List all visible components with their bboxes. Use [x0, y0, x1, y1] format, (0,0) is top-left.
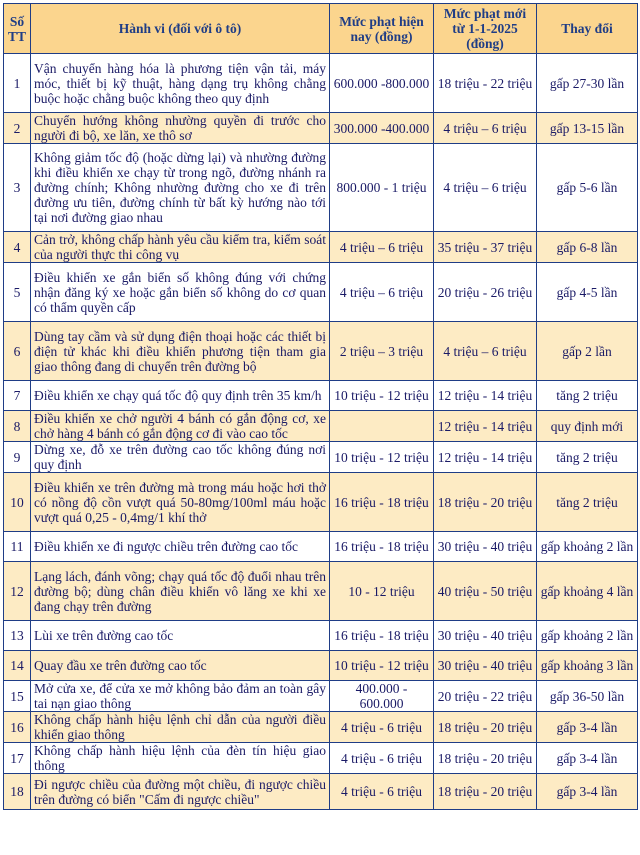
row-number: 3 [4, 144, 31, 232]
row-new-fine: 40 triệu - 50 triệu [434, 562, 537, 621]
table-row [4, 621, 638, 651]
row-new-fine: 18 triệu - 22 triệu [434, 54, 537, 113]
row-behavior: Quay đầu xe trên đường cao tốc [31, 651, 330, 681]
row-behavior: Lùi xe trên đường cao tốc [31, 621, 330, 651]
row-change: quy định mới [537, 411, 638, 442]
row-change: gấp 3-4 lần [537, 774, 638, 810]
table-row [4, 322, 638, 381]
header-change: Thay đổi [537, 4, 638, 54]
row-change: gấp khoảng 2 lần [537, 621, 638, 651]
row-new-fine: 18 triệu - 20 triệu [434, 473, 537, 532]
table-row [4, 473, 638, 532]
row-new-fine: 4 triệu – 6 triệu [434, 144, 537, 232]
row-behavior: Đi ngược chiều của đường một chiều, đi ngược chiều trên đường có biển "Cấm đi ngược chiều" [31, 774, 330, 810]
row-current-fine: 300.000 -400.000 [330, 113, 434, 144]
fines-table [3, 3, 638, 810]
row-change: gấp khoảng 4 lần [537, 562, 638, 621]
row-number: 16 [4, 712, 31, 743]
row-behavior: Cản trở, không chấp hành yêu cầu kiểm tra, kiểm soát của người thực thi công vụ [31, 232, 330, 263]
row-number: 15 [4, 681, 31, 712]
table-row [4, 681, 638, 712]
row-change: gấp 13-15 lần [537, 113, 638, 144]
row-change: gấp 6-8 lần [537, 232, 638, 263]
row-number: 18 [4, 774, 31, 810]
row-current-fine: 600.000 -800.000 [330, 54, 434, 113]
row-behavior: Lạng lách, đánh võng; chạy quá tốc độ đuổi nhau trên đường bộ; dùng chân điều khiển vô lăng xe khi xe đang chạy trên đường [31, 562, 330, 621]
row-current-fine: 10 triệu - 12 triệu [330, 651, 434, 681]
row-number: 14 [4, 651, 31, 681]
row-current-fine [330, 411, 434, 442]
table-row [4, 743, 638, 774]
row-new-fine: 30 triệu - 40 triệu [434, 532, 537, 562]
row-new-fine: 18 triệu - 20 triệu [434, 743, 537, 774]
row-change: tăng 2 triệu [537, 473, 638, 532]
row-behavior: Điều khiển xe đi ngược chiều trên đường cao tốc [31, 532, 330, 562]
row-number: 13 [4, 621, 31, 651]
row-new-fine: 12 triệu - 14 triệu [434, 442, 537, 473]
row-change: gấp 2 lần [537, 322, 638, 381]
row-number: 7 [4, 381, 31, 411]
row-number: 17 [4, 743, 31, 774]
table-row [4, 442, 638, 473]
table-row [4, 54, 638, 113]
row-current-fine: 800.000 - 1 triệu [330, 144, 434, 232]
row-behavior: Không chấp hành hiệu lệnh chỉ dẫn của người điều khiển giao thông [31, 712, 330, 743]
row-number: 5 [4, 263, 31, 322]
row-new-fine: 12 triệu - 14 triệu [434, 381, 537, 411]
row-change: gấp 3-4 lần [537, 743, 638, 774]
table-body [4, 54, 638, 810]
header-row [4, 4, 638, 54]
row-current-fine: 10 triệu - 12 triệu [330, 381, 434, 411]
row-new-fine: 30 triệu - 40 triệu [434, 621, 537, 651]
row-change: gấp 5-6 lần [537, 144, 638, 232]
row-current-fine: 400.000 - 600.000 [330, 681, 434, 712]
row-number: 4 [4, 232, 31, 263]
table-row [4, 712, 638, 743]
table-row [4, 411, 638, 442]
table-row [4, 263, 638, 322]
row-current-fine: 16 triệu - 18 triệu [330, 532, 434, 562]
row-behavior: Điều khiển xe trên đường mà trong máu hoặc hơi thở có nồng độ cồn vượt quá 50-80mg/100ml máu hoặc vượt quá 0,25 - 0,4mg/1 khí thở [31, 473, 330, 532]
row-change: gấp khoảng 3 lần [537, 651, 638, 681]
row-behavior: Không giảm tốc độ (hoặc dừng lại) và nhường đường khi điều khiển xe chạy từ trong ngõ, đường nhánh ra đường chính; Không nhường đường cho xe đi trên đường ưu tiên, đường chính từ bất kỳ hướng nào tới tại nơi đường giao nhau [31, 144, 330, 232]
row-current-fine: 4 triệu - 6 triệu [330, 743, 434, 774]
table-row [4, 144, 638, 232]
row-current-fine: 10 triệu - 12 triệu [330, 442, 434, 473]
table-row [4, 232, 638, 263]
row-change: gấp 4-5 lần [537, 263, 638, 322]
header-new-fine: Mức phạt mới từ 1-1-2025 (đồng) [434, 4, 537, 54]
row-number: 2 [4, 113, 31, 144]
row-new-fine: 20 triệu - 26 triệu [434, 263, 537, 322]
row-new-fine: 18 triệu - 20 triệu [434, 712, 537, 743]
row-behavior: Điều khiển xe chở người 4 bánh có gắn động cơ, xe chở hàng 4 bánh có gắn động cơ đi vào cao tốc [31, 411, 330, 442]
row-current-fine: 2 triệu – 3 triệu [330, 322, 434, 381]
row-change: gấp 36-50 lần [537, 681, 638, 712]
row-behavior: Điều khiển xe gắn biển số không đúng với chứng nhận đăng ký xe hoặc gắn biển số không do cơ quan có thẩm quyền cấp [31, 263, 330, 322]
row-change: tăng 2 triệu [537, 442, 638, 473]
row-current-fine: 4 triệu - 6 triệu [330, 774, 434, 810]
row-behavior: Mở cửa xe, để cửa xe mở không bảo đảm an toàn gây tai nạn giao thông [31, 681, 330, 712]
table-row [4, 113, 638, 144]
table-row [4, 381, 638, 411]
row-new-fine: 12 triệu - 14 triệu [434, 411, 537, 442]
row-number: 12 [4, 562, 31, 621]
header-behavior: Hành vi (đối với ô tô) [31, 4, 330, 54]
table-row [4, 532, 638, 562]
row-new-fine: 30 triệu - 40 triệu [434, 651, 537, 681]
row-behavior: Điều khiển xe chạy quá tốc độ quy định trên 35 km/h [31, 381, 330, 411]
row-current-fine: 16 triệu - 18 triệu [330, 473, 434, 532]
table-row [4, 774, 638, 810]
row-behavior: Chuyển hướng không nhường quyền đi trước cho người đi bộ, xe lăn, xe thô sơ [31, 113, 330, 144]
row-new-fine: 4 triệu – 6 triệu [434, 322, 537, 381]
header-current-fine: Mức phạt hiện nay (đồng) [330, 4, 434, 54]
row-change: gấp 3-4 lần [537, 712, 638, 743]
row-new-fine: 20 triệu - 22 triệu [434, 681, 537, 712]
header-stt: Số TT [4, 4, 31, 54]
row-change: gấp 27-30 lần [537, 54, 638, 113]
row-number: 9 [4, 442, 31, 473]
table-row [4, 651, 638, 681]
row-new-fine: 4 triệu – 6 triệu [434, 113, 537, 144]
row-behavior: Không chấp hành hiệu lệnh của đèn tín hiệu giao thông [31, 743, 330, 774]
row-current-fine: 4 triệu – 6 triệu [330, 263, 434, 322]
table-header [4, 4, 638, 54]
row-behavior: Vận chuyển hàng hóa là phương tiện vận tải, máy móc, thiết bị kỹ thuật, hàng dạng trụ không chằng buộc hoặc chằng buộc không theo quy định [31, 54, 330, 113]
row-number: 8 [4, 411, 31, 442]
row-change: tăng 2 triệu [537, 381, 638, 411]
row-behavior: Dùng tay cầm và sử dụng điện thoại hoặc các thiết bị điện tử khác khi điều khiển phương tiện tham gia giao thông đang di chuyển trên đường bộ [31, 322, 330, 381]
row-behavior: Dừng xe, đỗ xe trên đường cao tốc không đúng nơi quy định [31, 442, 330, 473]
row-number: 1 [4, 54, 31, 113]
row-number: 6 [4, 322, 31, 381]
row-current-fine: 16 triệu - 18 triệu [330, 621, 434, 651]
table-row [4, 562, 638, 621]
row-current-fine: 4 triệu - 6 triệu [330, 712, 434, 743]
row-new-fine: 18 triệu - 20 triệu [434, 774, 537, 810]
row-change: gấp khoảng 2 lần [537, 532, 638, 562]
row-number: 11 [4, 532, 31, 562]
row-current-fine: 10 - 12 triệu [330, 562, 434, 621]
row-number: 10 [4, 473, 31, 532]
row-new-fine: 35 triệu - 37 triệu [434, 232, 537, 263]
row-current-fine: 4 triệu – 6 triệu [330, 232, 434, 263]
